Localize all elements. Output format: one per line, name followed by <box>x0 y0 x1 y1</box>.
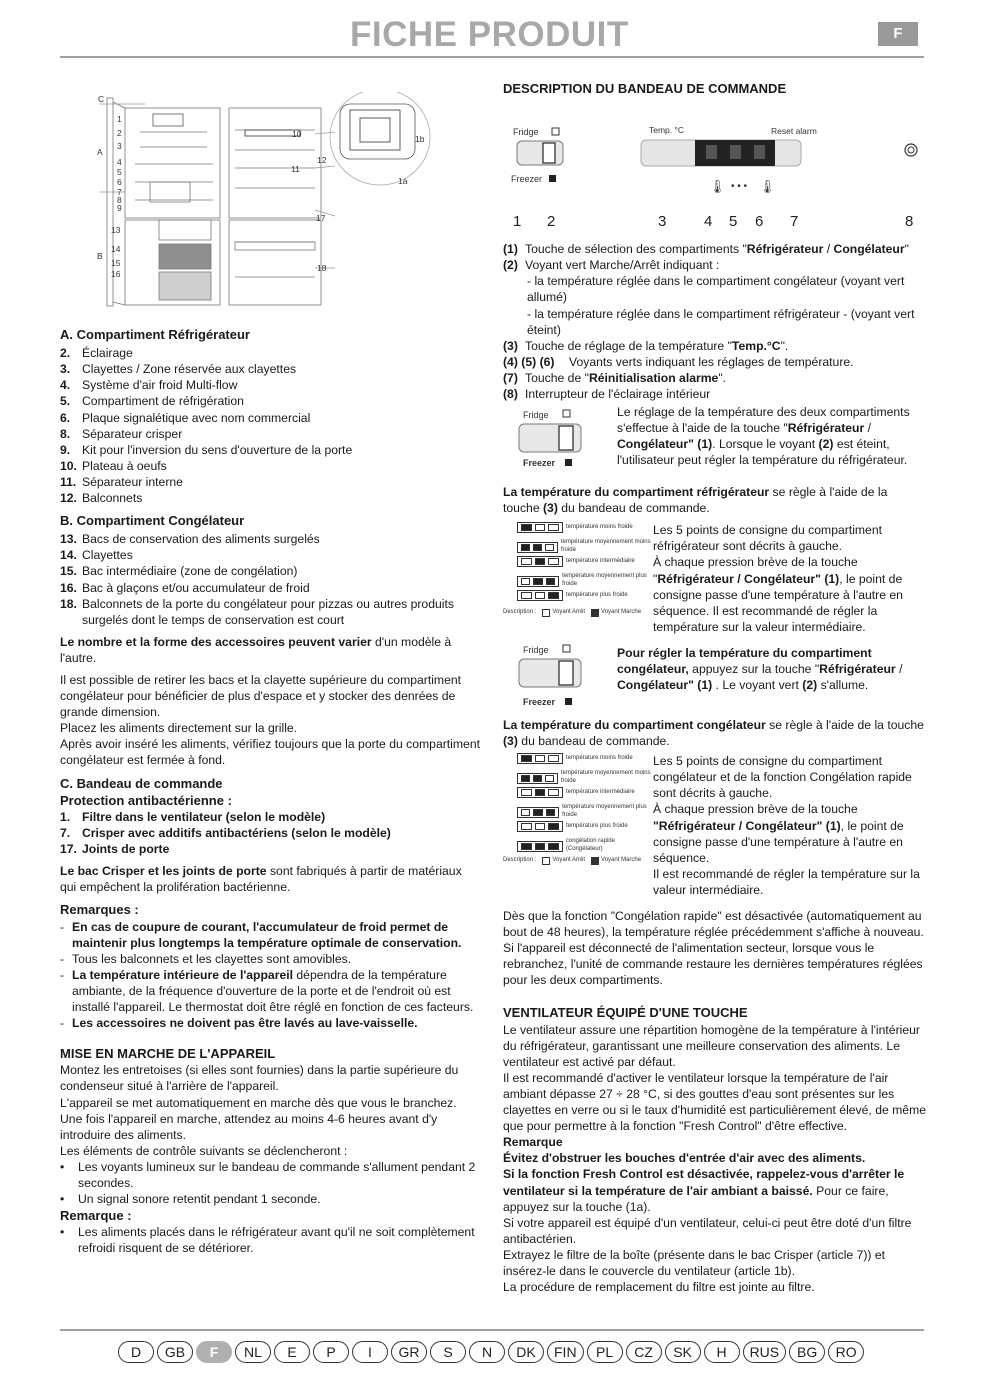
language-d[interactable]: D <box>118 1341 154 1363</box>
start-p2: L'appareil se met automatiquement en marche dès que vous le branchez. <box>60 1095 457 1110</box>
label-9: 9 <box>117 203 122 213</box>
freezer-mini-panel <box>503 643 615 713</box>
legend-8: (8) Interrupteur de l'éclairage intérieur <box>503 387 711 401</box>
setpoint-leds <box>517 807 559 818</box>
fan-p4: Extrayez le filtre de la boîte (présente dans le bac Crisper (article 7)) et insérez-le dans le couvercle du ventilateur (article 1b). <box>503 1247 886 1278</box>
list-item <box>60 596 480 628</box>
thermo-cold-icon: 🌡 <box>709 179 726 195</box>
language-selector <box>118 1341 864 1363</box>
item-text: Balconnets de la porte du congélateur pour pizzas ou autres produits surgelés dont le temps de conservation est court <box>82 596 454 627</box>
item-text: Filtre dans le ventilateur (selon le modèle) <box>82 809 326 824</box>
item-text: Plaque signalétique avec nom commercial <box>82 410 311 425</box>
language-sk[interactable]: SK <box>665 1341 701 1363</box>
setpoint-leds <box>517 542 558 553</box>
label-11: 11 <box>291 164 300 174</box>
fridge-led <box>552 128 559 135</box>
label-10: 10 <box>292 129 302 139</box>
list-item <box>60 809 480 825</box>
language-pl[interactable]: PL <box>587 1341 623 1363</box>
language-cz[interactable]: CZ <box>626 1341 662 1363</box>
start-title: MISE EN MARCHE DE L'APPAREIL <box>60 1046 276 1062</box>
list-item <box>60 841 480 857</box>
language-rus[interactable]: RUS <box>743 1341 787 1363</box>
legend-7: (7) Touche de "Réinitialisation alarme". <box>503 370 727 385</box>
start-bullet: • Un signal sonore retentit pendant 1 seconde. <box>60 1192 321 1207</box>
setpoint-leds <box>517 841 563 852</box>
section-b-title: B. Compartiment Congélateur <box>60 513 245 529</box>
item-number: 13. <box>60 532 77 547</box>
accessories-note: Le nombre et la forme des accessoires peuvent varier d'un modèle à l'autre. <box>60 634 452 665</box>
start-p4: Les éléments de contrôle suivants se déclencheront : <box>60 1143 348 1158</box>
list-item <box>60 393 480 409</box>
setpoint-description: Description : Voyant Arrêt Voyant Marche <box>503 857 642 864</box>
fan-remark: Remarque <box>503 1135 563 1150</box>
section-c-list <box>60 809 480 857</box>
list-item <box>60 377 480 393</box>
remark-text: En cas de coupure de courant, l'accumulateur de froid permet de maintenir plus longtemps la température optimale de conservation. <box>72 919 462 950</box>
bottom-divider <box>60 1329 924 1331</box>
list-item <box>60 426 480 442</box>
page-title: FICHE PRODUIT <box>350 15 629 54</box>
language-f[interactable]: F <box>196 1341 232 1363</box>
legend-2: (2) Voyant vert Marche/Arrêt indiquant : <box>503 258 720 273</box>
setpoint-label: température plus froide <box>566 822 628 829</box>
label-A: A <box>97 147 103 157</box>
dash: - <box>60 951 65 966</box>
setpoint-row <box>517 590 628 601</box>
num-4: 4 <box>704 213 713 231</box>
item-number: 14. <box>60 548 77 563</box>
selector-button[interactable] <box>517 141 563 165</box>
label-17: 17 <box>316 213 326 223</box>
section-a-list <box>60 345 480 506</box>
start-p1: Montez les entretoises (si elles sont fournies) dans la partie supérieure du condenseur situé à l'arrière de l'appareil. <box>60 1063 459 1094</box>
setpoint-label: température intermédiaire <box>566 788 635 795</box>
setpoint-row <box>517 522 633 533</box>
setpoint-row <box>517 556 635 567</box>
legend <box>503 241 927 402</box>
place-paragraph: Placez les aliments directement sur la grille. <box>60 721 298 736</box>
setpoint-label: température plus froide <box>566 591 628 598</box>
temp-led-6 <box>754 145 765 159</box>
mini-freezer-label: Freezer <box>523 458 556 469</box>
fan-title: VENTILATEUR ÉQUIPÉ D'UNE TOUCHE <box>503 1005 748 1021</box>
item-number: 12. <box>60 491 77 505</box>
item-text: Bacs de conservation des aliments surgelés <box>82 532 320 547</box>
setpoint-row <box>517 821 628 832</box>
num-2: 2 <box>547 213 556 231</box>
mini-fridge-led <box>563 410 570 417</box>
remark-item <box>60 967 480 1015</box>
selector-knob <box>543 143 555 163</box>
label-13: 13 <box>111 225 121 235</box>
language-p[interactable]: P <box>313 1341 349 1363</box>
thermo-warm-icon: 🌡 <box>759 179 776 195</box>
remark-text: La température intérieure de l'appareil dépendra de la température ambiante, de la fréquence d'ouverture de la porte et de l'endroit où est installé l'appareil. Le thermostat doit être réglé en fonction de ces facteurs. <box>72 967 474 1014</box>
setpoint-row <box>517 804 653 820</box>
item-number: 4. <box>60 378 71 393</box>
crisper-note: Le bac Crisper et les joints de porte sont fabriqués à partir de matériaux qui empêchent la prolifération bactérienne. <box>60 864 462 895</box>
freezer-led <box>549 175 556 182</box>
right-column <box>503 80 927 1295</box>
setpoint-leds <box>517 753 563 764</box>
setpoint-label: congélation rapide (Congélateur) <box>565 838 615 853</box>
setpoint-description: Description : Voyant Arrêt Voyant Marche <box>503 609 642 616</box>
panel-reset-label: Reset alarm <box>771 126 817 137</box>
num-8: 8 <box>905 213 914 231</box>
setpoint-row <box>517 770 653 786</box>
label-3: 3 <box>117 141 122 151</box>
legend-3: (3) Touche de réglage de la température "Temp.°C". <box>503 338 789 353</box>
label-14: 14 <box>111 244 121 254</box>
language-badge: F <box>878 22 918 46</box>
list-item <box>60 580 480 596</box>
list-item <box>60 563 480 579</box>
item-text: Séparateur crisper <box>82 426 183 441</box>
label-6: 6 <box>117 177 122 187</box>
language-dk[interactable]: DK <box>508 1341 544 1363</box>
list-item <box>60 442 480 458</box>
section-a-title: A. Compartiment Réfrigérateur <box>60 327 250 342</box>
setpoint-leds <box>517 576 559 587</box>
item-number: 10. <box>60 458 77 473</box>
start-p3: Une fois l'appareil en marche, attendez au moins 4-6 heures avant d'y introduire des aliments. <box>60 1111 438 1142</box>
quick-freeze-paragraph: Dès que la fonction "Congélation rapide" est désactivée (automatiquement au bout de 48 heures), la température réglée précédemment s'affiche à nouveau. Si l'appareil est déconnecté de l'alimentation secteur, lorsque vous le rebranchez, l'unité de commande restaure les dernières températures réglées pour les deux compartiments. <box>503 908 924 988</box>
list-item <box>60 490 480 506</box>
language-bg[interactable]: BG <box>789 1341 825 1363</box>
item-number: 11. <box>60 474 77 489</box>
setpoint-leds <box>517 821 563 832</box>
setpoint-label: température moins froide <box>566 523 633 530</box>
item-text: Éclairage <box>82 346 133 361</box>
language-s[interactable]: S <box>430 1341 466 1363</box>
dash: - <box>60 967 65 982</box>
setpoint-label: température moins froide <box>566 754 633 761</box>
remove-paragraph: Il est possible de retirer les bacs et la clayette supérieure du compartiment congélateur pour bénéficier de plus d'espace et y stocker des denrées de grande dimension. <box>60 673 462 720</box>
language-e[interactable]: E <box>274 1341 310 1363</box>
setpoint-row <box>517 787 635 798</box>
item-number: 2. <box>60 346 71 361</box>
label-12: 12 <box>317 155 327 165</box>
freezer-select-block <box>503 643 927 713</box>
light-switch[interactable] <box>905 144 917 156</box>
dash: - <box>60 919 65 934</box>
freezer-setpoints-text: Les 5 points de consigne du compartiment congélateur et de la fonction Congélation rapide sont décrits à gauche. À chaque pression brève de la touche "Réfrigérateur / Congélateur" (1), le point de consigne passe d'une température à l'autre en séquence. Il est recommandé de régler la température sur la valeur intermédiaire. <box>653 754 920 897</box>
item-number: 3. <box>60 362 71 377</box>
freezer-setpoints-block <box>503 753 927 898</box>
label-1b: 1b <box>415 134 425 144</box>
num-3: 3 <box>658 213 667 231</box>
fridge-setpoints-block <box>503 522 927 635</box>
dots-icon: • • • <box>731 181 748 193</box>
mini2-fridge-led <box>563 645 570 652</box>
language-gr[interactable]: GR <box>391 1341 427 1363</box>
label-18: 18 <box>317 263 327 273</box>
item-text: Balconnets <box>82 491 143 505</box>
fridge-setpoints-text: Les 5 points de consigne du compartiment réfrigérateur sont décrits à gauche. À chaque pression brève de la touche "Réfrigérateur / Congélateur" (1), le point de consigne passe d'une température à l'autre en séquence. Il est recommandé de régler la température sur la valeur intermédiaire. <box>653 523 903 634</box>
legend-2-d1: - la température réglée dans le compartiment congélateur (voyant vert allumé) <box>527 274 905 305</box>
language-fin[interactable]: FIN <box>547 1341 584 1363</box>
fan-p1: Le ventilateur assure une répartition homogène de la température à l'intérieur du réfrigérateur, garantissant une meilleure conservation des aliments. Le ventilateur est activé par défaut. <box>503 1022 920 1069</box>
item-text: Kit pour l'inversion du sens d'ouverture de la porte <box>82 442 353 457</box>
language-ro[interactable]: RO <box>828 1341 864 1363</box>
fan-p2: Il est recommandé d'activer le ventilateur lorsque la température de l'air ambiant dépasse 27 ÷ 28 °C, si des gouttes d'eau sont présentes sur les clayettes en verre ou si le taux d'humidité est particulièrement élevé, de même que pour permettre à la fonction "Fresh Control" d'être effective. <box>503 1070 927 1134</box>
list-item <box>60 345 480 361</box>
item-text: Clayettes / Zone réservée aux clayettes <box>82 362 297 377</box>
label-C: C <box>98 94 105 104</box>
freezer-temp-note: La température du compartiment congélateur se règle à l'aide de la touche (3) du bandeau de commande. <box>503 717 924 749</box>
item-text: Joints de porte <box>82 842 170 857</box>
mini2-fridge-label: Fridge <box>523 644 549 655</box>
item-number: 16. <box>60 580 77 595</box>
list-item <box>60 410 480 426</box>
legend-2-d2: - la température réglée dans le compartiment réfrigérateur - (voyant vert éteint) <box>527 306 915 337</box>
start-remark-title: Remarque : <box>60 1208 132 1224</box>
freezer-setpoints <box>503 753 653 879</box>
num-6: 6 <box>755 213 764 231</box>
remarks-title: Remarques : <box>60 902 139 918</box>
num-5: 5 <box>729 213 738 231</box>
label-1a: 1a <box>398 176 408 186</box>
label-16: 16 <box>111 269 121 279</box>
item-text: Compartiment de réfrigération <box>82 394 244 409</box>
item-text: Bac intermédiaire (zone de congélation) <box>82 564 298 579</box>
num-1: 1 <box>513 213 522 231</box>
item-number: 5. <box>60 394 71 409</box>
remark-item <box>60 1015 480 1031</box>
item-number: 17. <box>60 842 77 857</box>
item-number: 9. <box>60 442 71 457</box>
panel-title: DESCRIPTION DU BANDEAU DE COMMANDE <box>503 81 787 96</box>
mini2-knob <box>559 661 573 685</box>
panel-temp-label: Temp. °C <box>649 125 685 136</box>
language-n[interactable]: N <box>469 1341 505 1363</box>
start-bullet: • Les voyants lumineux sur le bandeau de commande s'allument pendant 2 secondes. <box>60 1159 476 1190</box>
after-paragraph: Après avoir inséré les aliments, vérifiez toujours que la porte du compartiment congélateur est fermée à fond. <box>60 737 480 768</box>
list-item <box>60 458 480 474</box>
language-h[interactable]: H <box>704 1341 740 1363</box>
label-4: 4 <box>117 157 122 167</box>
setpoint-leds <box>517 590 563 601</box>
section-c-title: C. Bandeau de commande <box>60 775 223 791</box>
fan-p5: La procédure de remplacement du filtre est jointe au filtre. <box>503 1280 815 1295</box>
mini2-freezer-label: Freezer <box>523 696 556 707</box>
item-text: Système d'air froid Multi-flow <box>82 378 238 393</box>
item-text: Plateau à oeufs <box>82 458 167 473</box>
setpoint-label: température moyennement moins froide <box>560 770 651 785</box>
control-panel-diagram <box>503 99 927 235</box>
dash: - <box>60 1016 65 1031</box>
language-nl[interactable]: NL <box>235 1341 271 1363</box>
section-b-list <box>60 531 480 628</box>
selector-text: Le réglage de la température des deux compartiments s'effectue à l'aide de la touche "Réfrigérateur / Congélateur" (1). Lorsque le voyant (2) est éteint, l'utilisateur peut régler la température du réfrigérateur. <box>617 405 910 468</box>
light-switch-inner <box>908 147 914 153</box>
language-gb[interactable]: GB <box>157 1341 193 1363</box>
setpoint-label: température moyennement plus froide <box>562 804 647 819</box>
panel-freezer-label: Freezer <box>511 174 543 185</box>
list-item <box>60 531 480 547</box>
setpoint-label: température moyennement moins froide <box>560 539 651 554</box>
mini-fridge-label: Fridge <box>523 410 549 421</box>
remark-text: Tous les balconnets et les clayettes sont amovibles. <box>72 951 352 966</box>
remark-item <box>60 951 480 967</box>
legend-1: (1) Touche de sélection des compartiments "Réfrigérateur / Congélateur" <box>503 242 909 257</box>
item-text: Bac à glaçons et/ou accumulateur de froid <box>82 580 310 595</box>
remarks-list <box>60 919 480 1032</box>
fridge-setpoints <box>503 522 653 628</box>
list-item <box>60 547 480 563</box>
temp-led-4 <box>706 145 717 159</box>
fan-bold1: Évitez d'obstruer les bouches d'entrée d'air avec des aliments. <box>503 1151 866 1166</box>
setpoint-leds <box>517 522 563 533</box>
panel-fridge-label: Fridge <box>513 127 539 138</box>
selector-mini-panel <box>503 404 615 482</box>
list-item <box>60 825 480 841</box>
item-number: 7. <box>60 825 71 840</box>
item-text: Crisper avec additifs antibactériens (selon le modèle) <box>82 825 391 840</box>
section-c-subtitle: Protection antibactérienne : <box>60 792 232 808</box>
label-5: 5 <box>117 167 122 177</box>
label-7: 7 <box>117 187 122 197</box>
item-number: 6. <box>60 410 71 425</box>
fan-bold2: Si la fonction Fresh Control est désactivée, rappelez-vous d'arrêter le ventilateur si la température de l'air ambiant a baissé. Pour ce faire, appuyez sur la touche (1a). <box>503 1167 905 1214</box>
item-text: Clayettes <box>82 548 133 563</box>
start-bullets <box>60 1159 480 1207</box>
setpoint-leds <box>517 787 563 798</box>
label-2: 2 <box>117 128 122 138</box>
selector-block <box>503 404 927 482</box>
temp-led-5 <box>730 145 741 159</box>
mini2-freezer-led <box>565 698 572 705</box>
label-1: 1 <box>117 114 122 124</box>
remark-text: Les accessoires ne doivent pas être lavés au lave-vaisselle. <box>72 1016 418 1031</box>
item-number: 8. <box>60 426 71 441</box>
item-number: 1. <box>60 809 71 824</box>
left-column <box>60 326 480 1257</box>
list-item <box>60 474 480 490</box>
num-7: 7 <box>790 213 799 231</box>
setpoint-leds <box>517 773 558 784</box>
remark-item <box>60 919 480 951</box>
item-number: 18. <box>60 596 77 611</box>
fridge-temp-note: La température du compartiment réfrigérateur se règle à l'aide de la touche (3) du bandeau de commande. <box>503 485 888 516</box>
setpoint-row <box>517 753 633 764</box>
start-remark: • Les aliments placés dans le réfrigérateur avant qu'il ne soit complètement refroidi risquent de se détériorer. <box>60 1225 475 1256</box>
fan-p3: Si votre appareil est équipé d'un ventilateur, celui-ci peut être doté d'un filtre antibactérien. <box>503 1215 912 1246</box>
setpoint-row <box>517 838 653 854</box>
top-divider <box>60 56 924 58</box>
setpoint-row <box>517 573 653 589</box>
appliance-diagram <box>95 92 435 312</box>
mini-knob <box>559 426 573 450</box>
list-item <box>60 361 480 377</box>
label-8: 8 <box>117 195 122 205</box>
freezer-select-text: Pour régler la température du compartiment congélateur, appuyez sur la touche "Réfrigérateur / Congélateur" (1) . Le voyant vert (2) s'allume. <box>617 645 903 693</box>
setpoint-row <box>517 539 653 555</box>
setpoint-label: température moyennement plus froide <box>562 573 647 588</box>
setpoint-leds <box>517 556 563 567</box>
language-i[interactable]: I <box>352 1341 388 1363</box>
label-B: B <box>97 251 103 261</box>
mini-freezer-led <box>565 459 572 466</box>
legend-456: (4) (5) (6) Voyants verts indiquant les réglages de température. <box>503 354 854 369</box>
item-number: 15. <box>60 564 77 579</box>
item-text: Séparateur interne <box>82 474 183 489</box>
label-15: 15 <box>111 258 121 268</box>
setpoint-label: température intermédiaire <box>566 557 635 564</box>
